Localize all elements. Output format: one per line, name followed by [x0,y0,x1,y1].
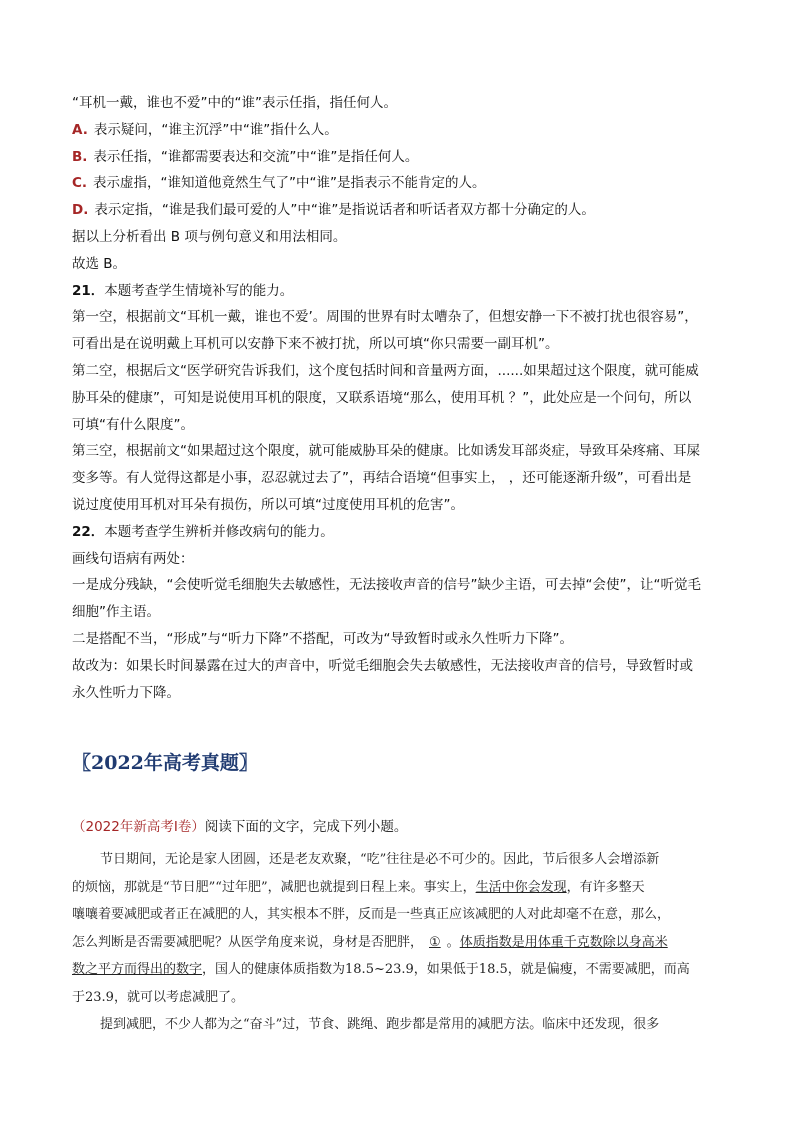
option-c-text: 表示虚指，“谁知道他竟然生气了”中“谁”是指表示不能肯定的人。 [93,175,486,192]
analysis-line: 可填“有什么限度”。 [72,416,194,433]
source-instruction: 阅读下面的文字，完成下列小题。 [204,819,408,835]
fill-blank-1: ① [429,934,441,950]
option-b-tag: B. [72,148,88,165]
option-b [72,144,732,171]
analysis-line: 可看出是在说明戴上耳机可以安静下来不被打扰，所以可填“你只需要一副耳机”。 [72,336,559,353]
passage-text: ，国人的健康体质指数为18.5~23.9，如果低于18.5，就是偏瘦，不需要减肥，而高 [202,962,690,977]
analysis-line: 一是成分残缺，“会使听觉毛细胞失去敏感性，无法接收声音的信号”缺少主语，可去掉“会使”，让“听觉毛 [72,577,701,594]
reading-passage [72,846,722,1039]
analysis-line: 二是搭配不当，“形成”与“听力下降”不搭配，可改为“导致暂时或永久性听力下降”。 [72,630,573,647]
analysis-line: 第一空，根据前文“耳机一戴，谁也不爱’。周围的世界有时太嘈杂了，但想安静一下不被打扰也很容易”， [72,309,698,326]
passage-line: 于23.9，就可以考虑减肥了。 [72,989,244,1005]
analysis-line: 据以上分析看出 B 项与例句意义和用法相同。 [72,228,347,245]
analysis-line: 细胞”作主语。 [72,604,160,621]
analysis-line: 第二空，根据后文“医学研究告诉我们，这个度包括时间和音量两方面，......如果超过这个限度，就可能威 [72,362,699,379]
question-source [72,815,407,835]
passage-text: ，有许多整天 [566,879,645,895]
passage-line [72,956,722,984]
analysis-line: 说过度使用耳机对耳朵有损伤，所以可填“过度使用耳机的危害”。 [72,496,464,513]
passage-line [72,929,722,957]
option-a-tag: A. [72,121,88,138]
analysis-line: 第三空，根据前文“如果超过这个限度，就可能威胁耳朵的健康。比如诱发耳部炎症，导致耳朵疼痛、耳屎 [72,443,700,460]
section-heading: 〖2022年高考真题〗 [72,752,258,774]
option-c [72,170,732,197]
question-22-heading [72,519,732,546]
question-topic: 本题考查学生辨析并修改病句的能力。 [104,523,334,540]
question-topic: 本题考查学生情境补写的能力。 [104,282,294,299]
underlined-sentence: 体质指数是用体重千克数除以身高米 [459,934,668,950]
passage-line: 节日期间，无论是家人团圆，还是老友欢聚，“吃”往往是必不可少的。因此，节后很多人会增添新 [100,852,660,867]
option-d-text: 表示定指，“谁是我们最可爱的人”中“谁”是指说话者和听话者双方都十分确定的人。 [94,202,595,219]
underlined-sentence: 生活中你会发现 [475,879,567,895]
passage-line: 提到减肥，不少人都为之“奋斗”过，节食、跳绳、跑步都是常用的减肥方法。临床中还发现，很多 [100,1017,660,1032]
passage-line [72,874,722,902]
passage-text: 。 [446,934,460,950]
option-d-tag: D. [72,202,89,219]
passage-line: 嚷嚷着要减肥或者正在减肥的人，其实根本不胖，反而是一些真正应该减肥的人对此却毫不在意，那么， [72,907,671,922]
passage-text: 怎么判断是否需要减肥呢？从医学角度来说，身材是否肥胖， [72,934,424,950]
analysis-line: 胁耳朵的健康”，可知是说使用耳机的限度，又联系语境“那么，使用耳机 ？”，此处应是一个问句，所以 [72,389,692,406]
question-number: 21． [72,282,105,299]
option-b-text: 表示任指，“谁都需要表达和交流”中“谁”是指任何人。 [93,148,419,165]
analysis-line: 变多等。有人觉得这都是小事，忍忍就过去了”，再结合语境“但事实上， ，还可能逐渐升级”，可看出是 [72,470,692,487]
analysis-line: “耳机一戴，谁也不爱”中的“谁”表示任指，指任何人。 [72,95,397,111]
option-a [72,117,732,144]
option-d [72,197,732,224]
answer-line: 故选 B。 [72,255,127,272]
answer-analysis [72,90,732,706]
analysis-line: 永久性听力下降。 [72,684,180,701]
analysis-line: 画线句语病有两处： [72,550,194,567]
question-number: 22． [72,523,105,540]
option-a-text: 表示疑问，“谁主沉浮”中“谁”指什么人。 [93,121,338,138]
passage-text: 的烦恼，那就是“节日肥”“过年肥”，减肥也就提到日程上来。事实上， [72,879,476,895]
option-c-tag: C. [72,175,88,192]
question-21-heading [72,278,732,305]
source-tag: （2022年新高考Ⅰ卷） [72,819,205,835]
underlined-sentence: 数之平方而得出的数字 [72,962,203,977]
analysis-line: 故改为：如果长时间暴露在过大的声音中，听觉毛细胞会失去敏感性，无法接收声音的信号，导致暂时或 [72,657,693,674]
